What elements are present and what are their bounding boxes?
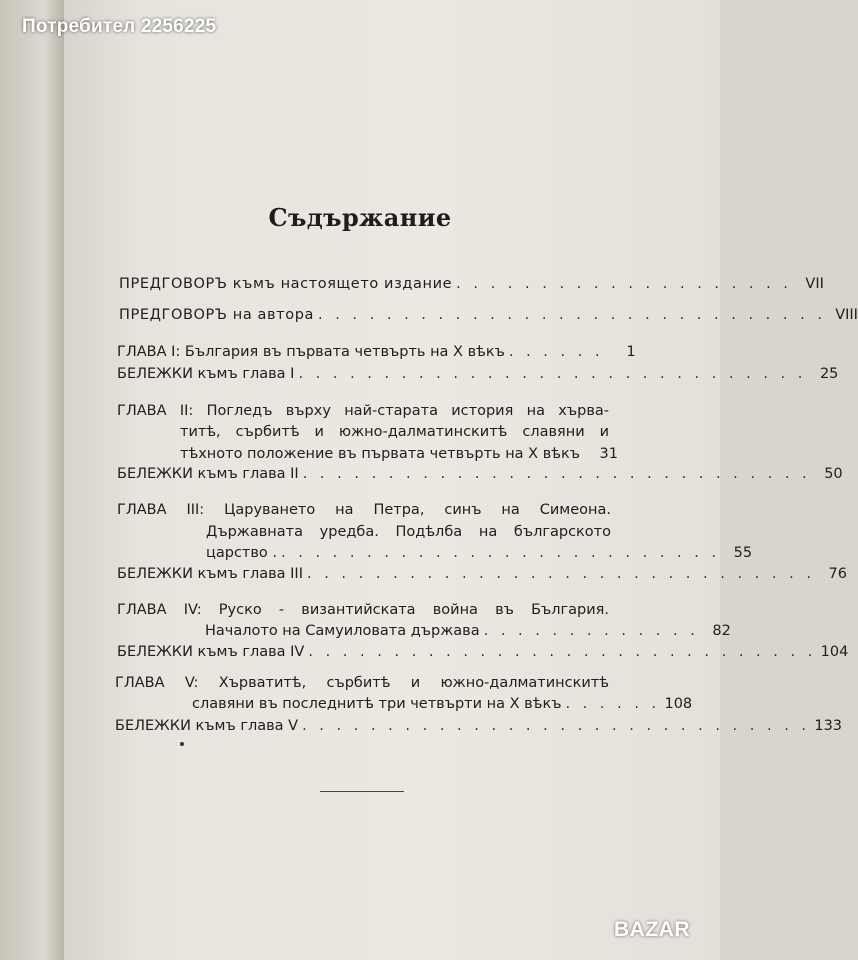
leader-dots: . . . . . . . . . . . . . xyxy=(483,623,699,639)
toc-entry-page: 50 xyxy=(824,466,843,482)
toc-entry-page: 104 xyxy=(820,644,849,660)
toc-entry-label-line: Началото на Самуиловата държава xyxy=(205,623,480,639)
toc-entry-chapter-5-line-1 xyxy=(115,675,609,695)
toc-entry-chapter-3-line-3 xyxy=(206,545,753,565)
toc-entry-notes-3 xyxy=(117,566,847,586)
leader-dots: . . . . . . . . . . . . . . . . . . . . . . . . . . . . . . xyxy=(306,566,815,582)
toc-entry-label-line: ГЛАВА III: Царуването на Петра, синъ на Симеона. xyxy=(117,502,611,518)
leader-dots: . . . . . . . . . . . . . . . . . . . . . . . . . . . . . . xyxy=(318,307,826,323)
toc-entry-label: БЕЛЕЖКИ къмъ глава I xyxy=(117,366,295,382)
toc-entry-page: 25 xyxy=(819,366,839,382)
toc-entry-chapter-2-line-2 xyxy=(180,424,609,444)
toc-entry-label-line: ГЛАВА V: Хърватитѣ, сърбитѣ и южно-далматинскитѣ xyxy=(115,675,609,691)
toc-entry-label: БЕЛЕЖКИ къмъ глава III xyxy=(117,566,303,582)
toc-entry-page: 1 xyxy=(626,344,636,360)
toc-entry-page: 133 xyxy=(814,718,843,734)
toc-entry-label-line: ГЛАВА II: Погледъ върху най-старата история на хърва- xyxy=(117,403,609,419)
toc-entry-notes-1 xyxy=(117,366,839,386)
leader-dots: . . . . . . . . . . . . . . . . . . . . . . . . . . xyxy=(281,545,721,561)
toc-entry-notes-2 xyxy=(117,466,843,486)
leader-dots: . . . . . . . . . . . . . . . . . . . . . . . . . . . . . . xyxy=(302,466,811,482)
bazar-logo: BAZAR xyxy=(614,918,690,941)
toc-entry-label-line: титѣ, сърбитѣ и южно-далматинскитѣ славяни и xyxy=(180,424,609,440)
toc-entry-page: 82 xyxy=(712,623,731,639)
leader-dots: . . . . . . . . . . . . . . . . . . . . . . . . . . . . . . xyxy=(308,644,817,660)
toc-entry-label: БЕЛЕЖКИ къмъ глава V xyxy=(115,718,299,734)
toc-entry-label-line: царство . xyxy=(206,545,278,561)
toc-entry-page: 55 xyxy=(733,545,753,561)
leader-dots: . . . . . . . . . . . . . . . . . . . . xyxy=(456,276,792,292)
toc-entry-chapter-4-line-2 xyxy=(205,623,731,643)
toc-entry-label: ГЛАВА I: България въ първата четвърть на X вѣкъ xyxy=(117,344,505,360)
user-watermark: Потребител 2256225 xyxy=(22,16,217,37)
toc-entry-chapter-3-line-1 xyxy=(117,502,611,522)
toc-entry-chapter-4-line-1 xyxy=(117,602,609,622)
toc-entry-label-line: ГЛАВА IV: Руско - византийската война въ България. xyxy=(117,602,609,618)
toc-entry-chapter-5-line-2 xyxy=(192,696,693,716)
toc-entry-page: VII xyxy=(805,276,824,292)
end-rule xyxy=(320,791,404,792)
toc-entry-label-line: тѣхното положение въ първата четвърть на X вѣкъ xyxy=(180,446,580,462)
leader-dots: . . . . . . xyxy=(565,696,661,712)
toc-entry-label-line: Държавната уредба. Подѣлба на българското xyxy=(206,524,611,540)
toc-entry-page: 108 xyxy=(664,696,693,712)
toc-entry-label: ПРЕДГОВОРЪ на автора xyxy=(119,307,314,323)
toc-entry-page: 31 xyxy=(599,446,618,462)
toc-entry-page: 76 xyxy=(828,566,847,582)
toc-entry-notes-4 xyxy=(117,644,849,664)
leader-dots: . . . . . . xyxy=(508,344,604,360)
leader-dots: . . . . . . . . . . . . . . . . . . . . . . . . . . . . . . xyxy=(302,718,811,734)
toc-entry-label: БЕЛЕЖКИ къмъ глава II xyxy=(117,466,299,482)
toc-entry-label: ПРЕДГОВОРЪ къмъ настоящето издание xyxy=(119,276,453,292)
toc-entry-preface-edition xyxy=(119,276,824,296)
leader-dots: . . . . . . . . . . . . . . . . . . . . . . . . . . . . . . xyxy=(298,366,807,382)
toc-entry-chapter-3-line-2 xyxy=(206,524,611,544)
toc-entry-label-line: славяни въ последнитѣ три четвърти на X вѣкъ xyxy=(192,696,562,712)
page-title: Съдържание xyxy=(268,203,452,232)
toc-entry-notes-5 xyxy=(115,718,843,738)
ink-speck xyxy=(180,742,184,746)
toc-entry-preface-author xyxy=(119,307,858,327)
toc-entry-chapter-1 xyxy=(117,344,636,364)
toc-entry-label: БЕЛЕЖКИ къмъ глава IV xyxy=(117,644,305,660)
toc-entry-chapter-2-line-1 xyxy=(117,403,609,423)
toc-entry-chapter-2-line-3 xyxy=(180,446,618,466)
toc-entry-page: VIII xyxy=(835,307,858,323)
